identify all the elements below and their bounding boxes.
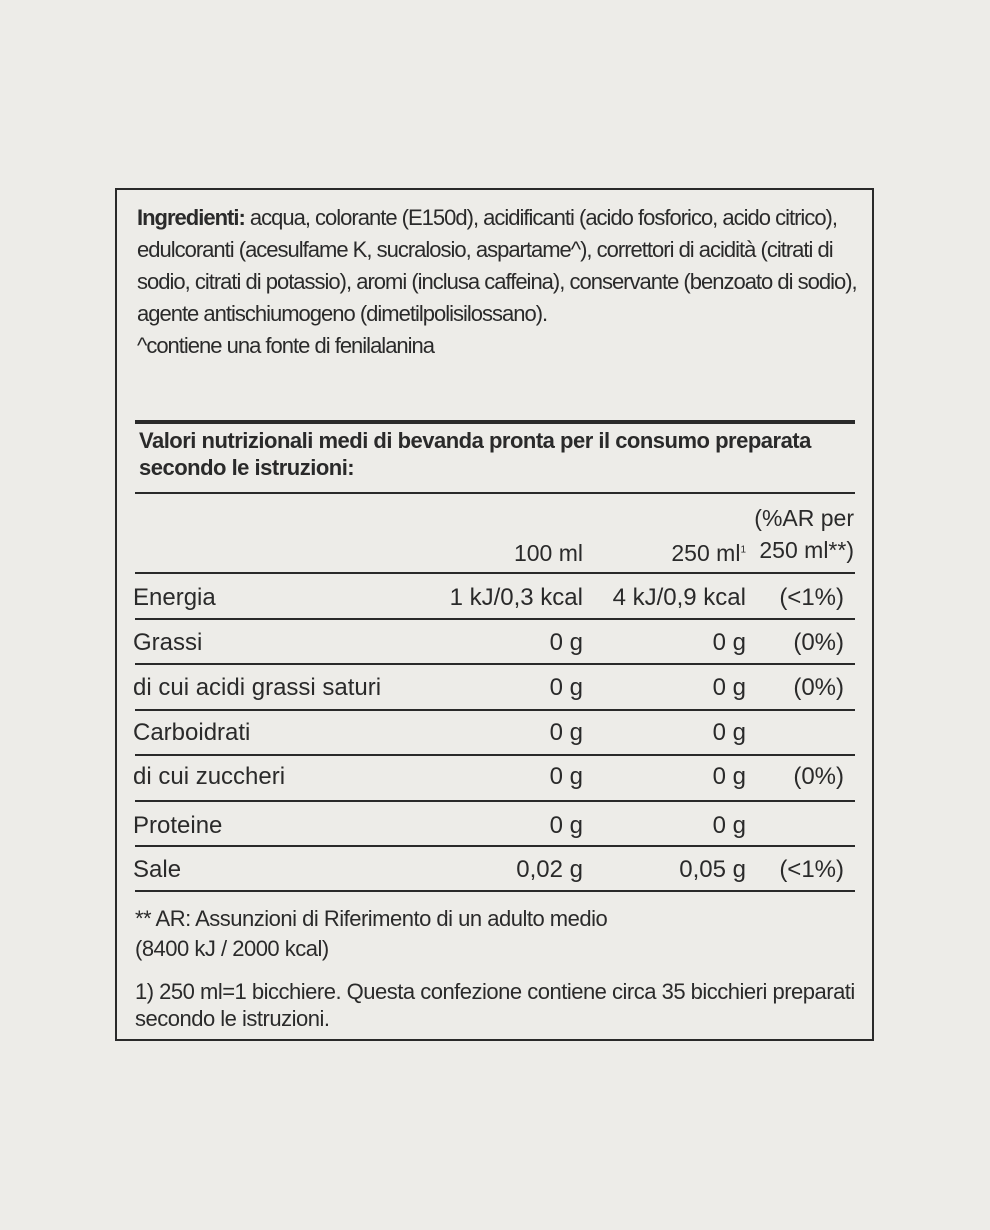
- row-value-250ml: 0 g: [712, 674, 746, 701]
- ingredients-note: ^contiene una fonte di fenilalanina: [137, 333, 435, 358]
- row-value-250ml: 0 g: [712, 629, 746, 656]
- row-divider: [135, 663, 855, 665]
- column-header-100ml: 100 ml: [513, 540, 583, 566]
- row-value-250ml: 0,05 g: [679, 856, 746, 883]
- footnote-ar: [135, 904, 855, 964]
- row-value-ar: (0%): [793, 763, 844, 790]
- row-value-250ml: 0 g: [712, 719, 746, 746]
- table-header-divider: [135, 572, 855, 574]
- column-header-ar: (%AR per 250 ml**): [754, 505, 854, 563]
- section-divider: [135, 420, 855, 424]
- ingredients-list: acqua, colorante (E150d), acidificanti (acido fosforico, acido citrico), edulcoranti (acesulfame K, sucralosio, aspartame^), correttori di acidità (citrati di sodio, citrati di potassio), aromi (inclusa caffeina), conservante (benzoato di sodio), agente antischiumogeno (dimetilpolisilossano).: [137, 205, 857, 326]
- row-name: Proteine: [133, 812, 223, 839]
- row-value-ar: (0%): [793, 629, 844, 656]
- nutrition-label-box: [115, 188, 874, 1041]
- heading-divider: [135, 492, 855, 494]
- column-header-250ml: [671, 537, 746, 569]
- row-value-ar: (<1%): [779, 856, 844, 883]
- row-name: Energia: [133, 584, 216, 611]
- row-name: Grassi: [133, 629, 203, 656]
- row-value-100ml: 0,02 g: [516, 856, 583, 883]
- table-bottom-divider: [135, 890, 855, 892]
- row-name: di cui acidi grassi saturi: [133, 674, 382, 701]
- row-divider: [135, 709, 855, 711]
- row-value-250ml: 0 g: [712, 763, 746, 790]
- row-value-100ml: 0 g: [549, 629, 583, 656]
- column-header-250ml-label: 250 ml: [671, 540, 741, 566]
- row-divider: [135, 754, 855, 756]
- row-divider: [135, 845, 855, 847]
- row-name: Sale: [133, 856, 182, 883]
- row-value-100ml: 0 g: [549, 719, 583, 746]
- row-value-100ml: 1 kJ/0,3 kcal: [449, 584, 583, 611]
- ingredients-text: [137, 202, 857, 362]
- nutrition-heading: Valori nutrizionali medi di bevanda pronta per il consumo preparata secondo le istruzioni:: [139, 428, 811, 480]
- row-value-ar: (<1%): [779, 584, 844, 611]
- row-name: di cui zuccheri: [133, 763, 286, 790]
- row-name: Carboidrati: [133, 719, 251, 746]
- row-divider: [135, 800, 855, 802]
- row-value-100ml: 0 g: [549, 674, 583, 701]
- footnote-ar-line1: ** AR: Assunzioni di Riferimento di un adulto medio: [135, 906, 608, 931]
- ingredients-label: Ingredienti:: [137, 205, 245, 230]
- footnote-marker: 1: [740, 544, 746, 556]
- row-value-100ml: 0 g: [549, 763, 583, 790]
- footnote-ar-line2: (8400 kJ / 2000 kcal): [135, 936, 329, 961]
- row-value-250ml: 4 kJ/0,9 kcal: [612, 584, 746, 611]
- row-divider: [135, 618, 855, 620]
- row-value-ar: (0%): [793, 674, 844, 701]
- row-value-100ml: 0 g: [549, 812, 583, 839]
- row-value-250ml: 0 g: [712, 812, 746, 839]
- footnote-serving: 1) 250 ml=1 bicchiere. Questa confezione contiene circa 35 bicchieri preparati secondo le istruzioni.: [135, 979, 855, 1031]
